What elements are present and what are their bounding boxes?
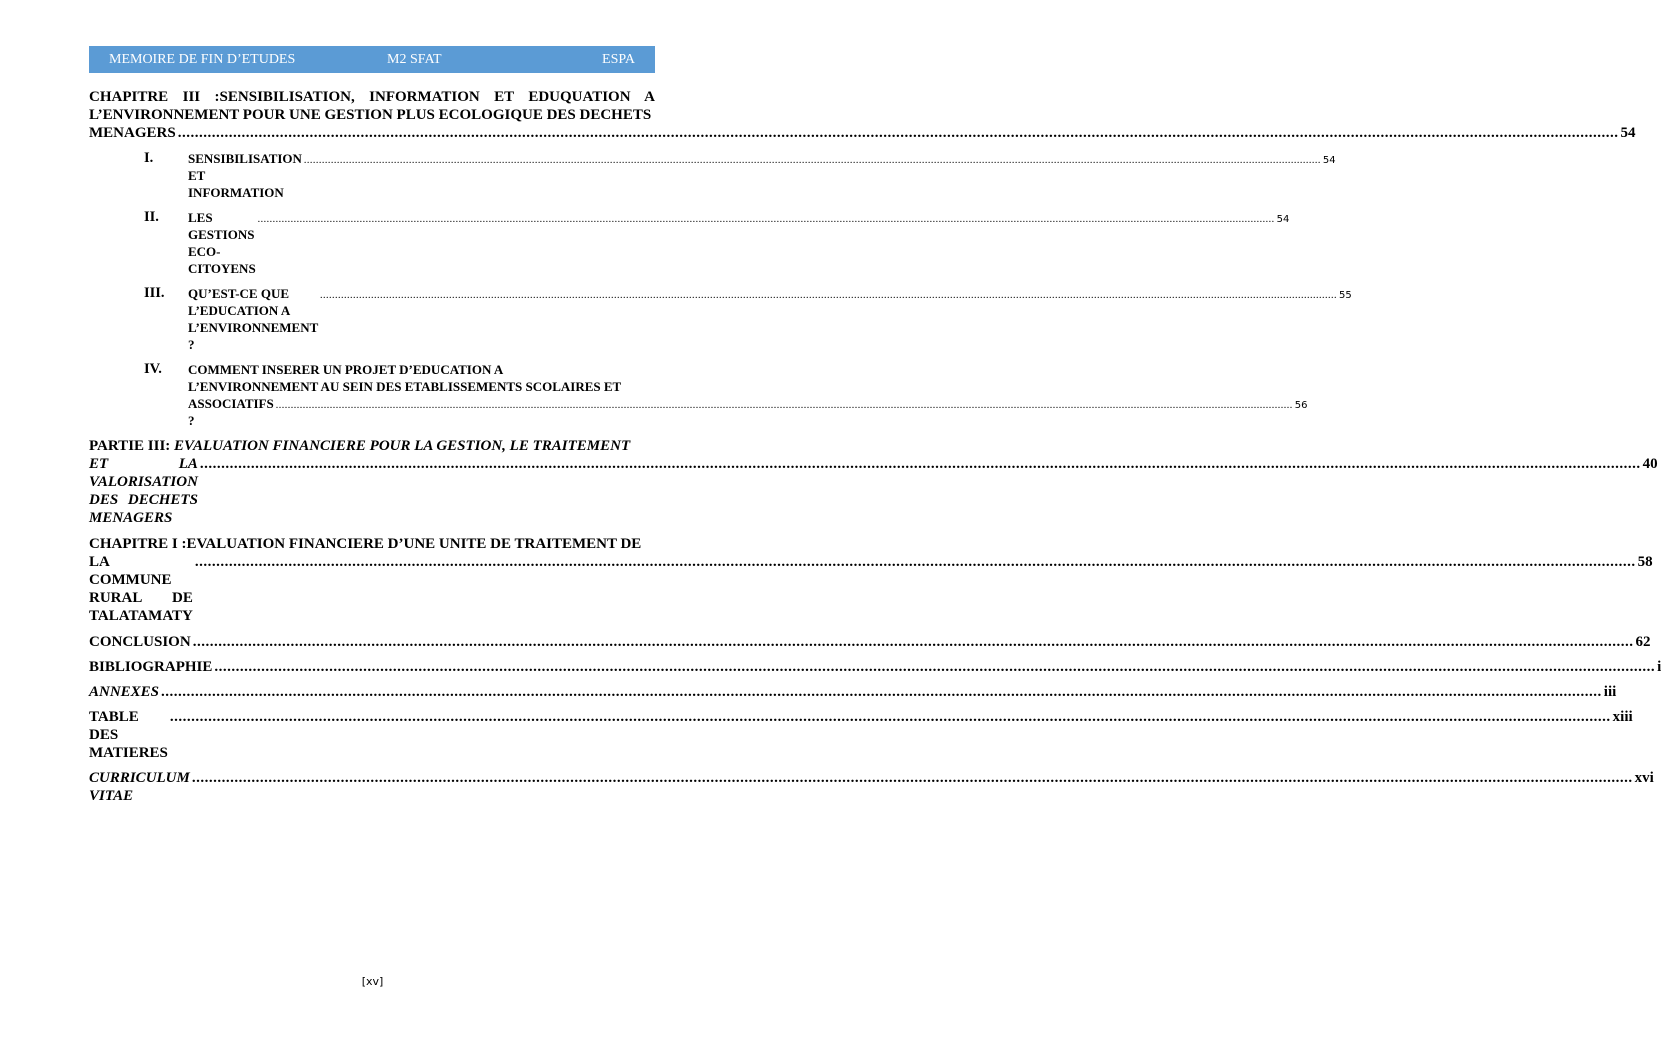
toc-entry-chapitre-3[interactable]	[89, 88, 1636, 142]
section-number: IV.	[144, 361, 162, 377]
toc-page-number: 40	[1642, 456, 1658, 472]
dot-leader	[258, 209, 1275, 228]
toc-page-number: 62	[1635, 634, 1651, 650]
toc-entry-title: TABLE DES MATIERES	[89, 709, 168, 761]
toc-page-number: i	[1657, 659, 1661, 675]
section-title: QU’EST-CE QUE L’EDUCATION A L’ENVIRONNEMENT ?	[188, 286, 319, 352]
dot-leader	[214, 658, 1655, 676]
dot-leader	[170, 708, 1611, 726]
toc-entry-title: CURRICULUM VITAE	[89, 770, 190, 804]
header-center-text: M2 SFAT	[387, 52, 442, 67]
toc-entry-partie-3[interactable]	[89, 437, 1658, 527]
toc-page-number: 56	[1294, 400, 1308, 411]
dot-leader	[195, 553, 1636, 571]
section-title: SENSIBILISATION ET INFORMATION	[188, 151, 302, 200]
toc-section-4[interactable]	[144, 361, 1308, 429]
section-number: I.	[144, 150, 154, 166]
toc-section-3[interactable]	[144, 285, 1352, 353]
dot-leader	[192, 769, 1633, 787]
toc-entry-conclusion[interactable]	[89, 633, 1651, 651]
toc-page-number: xiii	[1612, 709, 1633, 725]
section-title-cont: ASSOCIATIFS ?	[188, 396, 274, 428]
toc-entry-title-cont: LA COMMUNE RURAL DE TALATAMATY	[89, 554, 193, 624]
toc-entry-annexes[interactable]	[89, 683, 1617, 701]
toc-entry-bibliographie[interactable]	[89, 658, 1661, 676]
toc-entry-title: CHAPITRE I :EVALUATION FINANCIERE D’UNE UNITE DE TRAITEMENT DE	[89, 536, 642, 552]
toc-page-number: 54	[1620, 125, 1636, 141]
section-number: II.	[144, 209, 159, 225]
toc-page-number: 54	[1276, 214, 1290, 225]
toc-entry-title: BIBLIOGRAPHIE	[89, 659, 213, 675]
partie-label: PARTIE III:	[89, 438, 171, 454]
dot-leader	[200, 455, 1641, 473]
header-left-text: MEMOIRE DE FIN D’ETUDES	[109, 52, 296, 67]
toc-entry-title: EVALUATION FINANCIERE POUR LA GESTION, LE TRAITEMENT	[174, 438, 631, 454]
toc-entry-title: CONCLUSION	[89, 634, 191, 650]
dot-leader	[178, 124, 1619, 142]
header-right-text: ESPA	[602, 52, 635, 67]
toc-entry-table-des-matieres[interactable]	[89, 708, 1633, 762]
section-title-cont: L’ENVIRONNEMENT AU SEIN DES ETABLISSEMENTS SCOLAIRES ET	[188, 379, 622, 394]
toc-page-number: 54	[1322, 155, 1336, 166]
section-title: LES GESTIONS ECO-CITOYENS	[188, 210, 256, 276]
toc-page-number: 55	[1339, 290, 1352, 301]
section-title: COMMENT INSERER UN PROJET D’EDUCATION A	[188, 362, 504, 377]
table-of-contents	[89, 88, 1661, 805]
toc-page-number: iii	[1603, 684, 1617, 700]
section-number: III.	[144, 285, 165, 301]
dot-leader	[320, 285, 1337, 304]
dot-leader	[276, 395, 1293, 414]
dot-leader	[304, 150, 1321, 169]
dot-leader	[193, 633, 1634, 651]
toc-page-number: xvi	[1634, 770, 1654, 786]
toc-section-1[interactable]	[144, 150, 1336, 201]
page-number-footer: [xv]	[361, 975, 384, 988]
toc-section-2[interactable]	[144, 209, 1290, 277]
toc-entry-chapitre-1[interactable]	[89, 535, 1653, 625]
toc-entry-title-cont: MENAGERS	[89, 125, 176, 141]
toc-page-number: 58	[1637, 554, 1653, 570]
toc-entry-curriculum-vitae[interactable]	[89, 769, 1654, 805]
dot-leader	[161, 683, 1602, 701]
toc-entry-title-cont: ET LA VALORISATION DES DECHETS MENAGERS	[89, 456, 198, 526]
page-header	[89, 46, 655, 73]
toc-entry-title: ANNEXES	[89, 684, 160, 700]
toc-entry-title: CHAPITRE III :SENSIBILISATION, INFORMATION ET EDUQUATION A L’ENVIRONNEMENT POUR UNE GESTION PLUS ECOLOGIQUE DES DECHETS	[89, 89, 655, 123]
